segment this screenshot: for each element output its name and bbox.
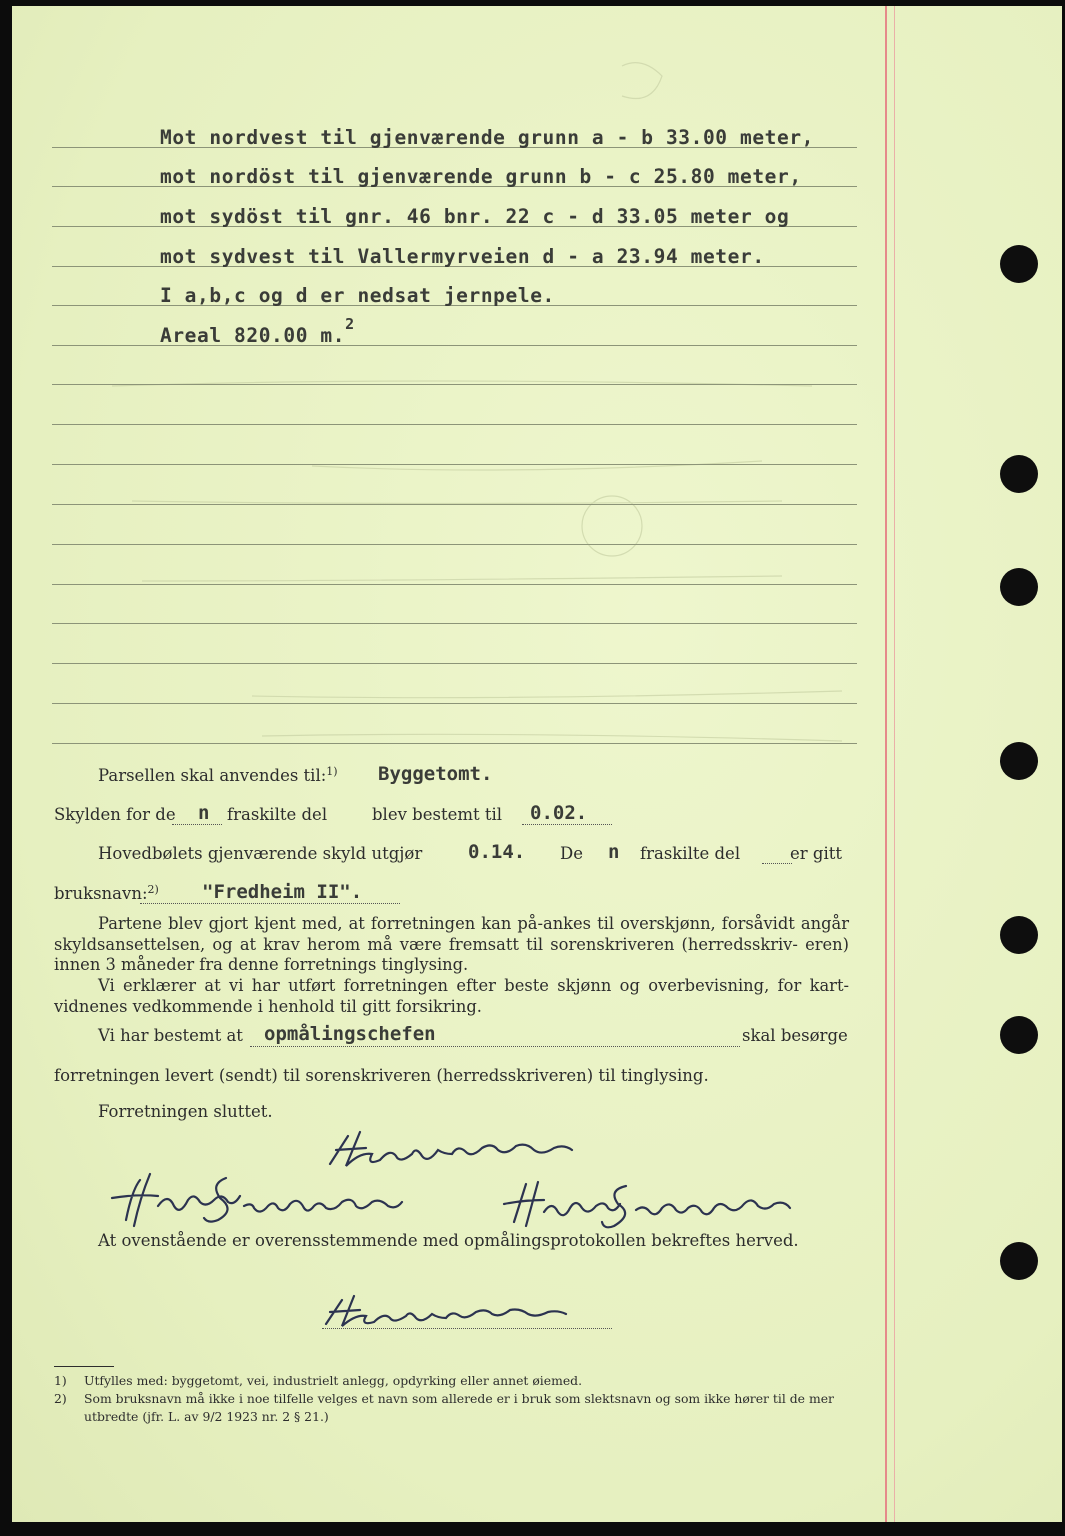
declaration-paragraph: Vi erklærer at vi har utført forretningen efter beste skjønn og overbevisning, for kart- vidnenes vedkommende i henhold til gitt forsikring. — [54, 976, 849, 1016]
bruks-value: "Fredheim II". — [202, 881, 363, 903]
punch-hole — [1000, 455, 1038, 493]
signature-halvar-skrautkla — [498, 1174, 828, 1234]
area-line — [160, 315, 355, 347]
footnote-1: 1) Utfylles med: byggetomt, vei, industrielt anlegg, opdyrking eller annet øiemed. — [54, 1373, 583, 1388]
use-label: Parsellen skal anvendes til:$^{1)}$ — [98, 765, 338, 785]
signature-hallsaaskolle-confirm — [318, 1292, 598, 1332]
levert-text: forretningen levert (sendt) til sorenskriveren (herredsskriveren) til tinglysing. — [54, 1066, 709, 1085]
punch-hole — [1000, 1242, 1038, 1280]
skyld-mid: fraskilte del — [227, 805, 328, 824]
ruled-line — [52, 544, 857, 545]
dotted-signature-line — [322, 1328, 612, 1329]
ruled-line — [52, 703, 857, 704]
bruks-label: bruksnavn:$^{2)}$ — [54, 883, 159, 903]
ruled-line — [52, 504, 857, 505]
de-fill: n — [608, 841, 620, 863]
dotted-fill-line — [172, 824, 222, 825]
de-label: De — [560, 844, 583, 863]
sluttet-text: Forretningen sluttet. — [98, 1102, 273, 1121]
hoved-value: 0.14. — [468, 841, 526, 863]
ruled-line — [52, 623, 857, 624]
typed-line-2: mot nordöst til gjenværende grunn b - c 25.80 meter, — [160, 165, 802, 188]
typed-line-3: mot sydöst til gnr. 46 bnr. 22 c - d 33.05 meter og — [160, 205, 790, 228]
de-mid: fraskilte del — [640, 844, 741, 863]
document-page — [12, 6, 1062, 1522]
ruled-line — [52, 743, 857, 744]
dotted-fill-line — [522, 824, 612, 825]
punch-hole — [1000, 568, 1038, 606]
punch-hole — [1000, 742, 1038, 780]
ruled-line — [52, 384, 857, 385]
skyld-prefix: Skylden for de — [54, 805, 176, 824]
dotted-fill-line — [762, 863, 792, 864]
dotted-fill-line — [250, 1046, 740, 1047]
area-superscript: 2 — [345, 315, 355, 333]
footnote-2: 2) Som bruksnavn må ikke i noe tilfelle velges et navn som allerede er i bruk som slektsnavn og som ikke hører til de mer utbredte (jfr. L. av 9/2 1923 nr. 2 § 21.) — [54, 1391, 834, 1424]
punch-hole — [1000, 245, 1038, 283]
ruled-line — [52, 464, 857, 465]
area-text: Areal 820.00 m. — [160, 324, 346, 347]
skyld-fill: n — [198, 802, 210, 824]
typed-line-1: Mot nordvest til gjenværende grunn a - b 33.00 meter, — [160, 126, 815, 149]
skyld-value: 0.02. — [530, 802, 588, 824]
skyld-label: blev bestemt til — [372, 805, 503, 824]
bestemt-value: opmålingschefen — [264, 1023, 436, 1045]
use-value: Byggetomt. — [378, 763, 493, 785]
ruled-line — [52, 663, 857, 664]
footnote-rule — [54, 1366, 114, 1367]
confirmation-text: At ovenstående er overensstemmende med opmålingsprotokollen bekreftes herved. — [98, 1231, 799, 1250]
typed-line-5: I a,b,c og d er nedsat jernpele. — [160, 284, 555, 307]
bestemt-label: Vi har bestemt at — [98, 1026, 243, 1045]
appeal-paragraph: Partene blev gjort kjent med, at forretningen kan på-ankes til overskjønn, forsåvidt angår skyldsansettelsen, og at krav herom må være fremsatt til sorenskriveren (herredsskriv- eren) innen 3 måneder fra denne forretnings tinglysing. — [54, 914, 849, 974]
margin-rule-secondary — [894, 6, 895, 1522]
dotted-fill-line — [140, 903, 400, 904]
signature-hans-sivertsen — [104, 1168, 434, 1234]
hoved-label: Hovedbølets gjenværende skyld utgjør — [98, 844, 423, 863]
punch-hole — [1000, 1016, 1038, 1054]
margin-rule — [885, 6, 887, 1522]
ruled-line — [52, 584, 857, 585]
bestemt-end: skal besørge — [742, 1026, 848, 1045]
punch-hole — [1000, 916, 1038, 954]
de-end: er gitt — [790, 844, 842, 863]
ruled-line — [52, 424, 857, 425]
typed-line-4: mot sydvest til Vallermyrveien d - a 23.94 meter. — [160, 245, 765, 268]
